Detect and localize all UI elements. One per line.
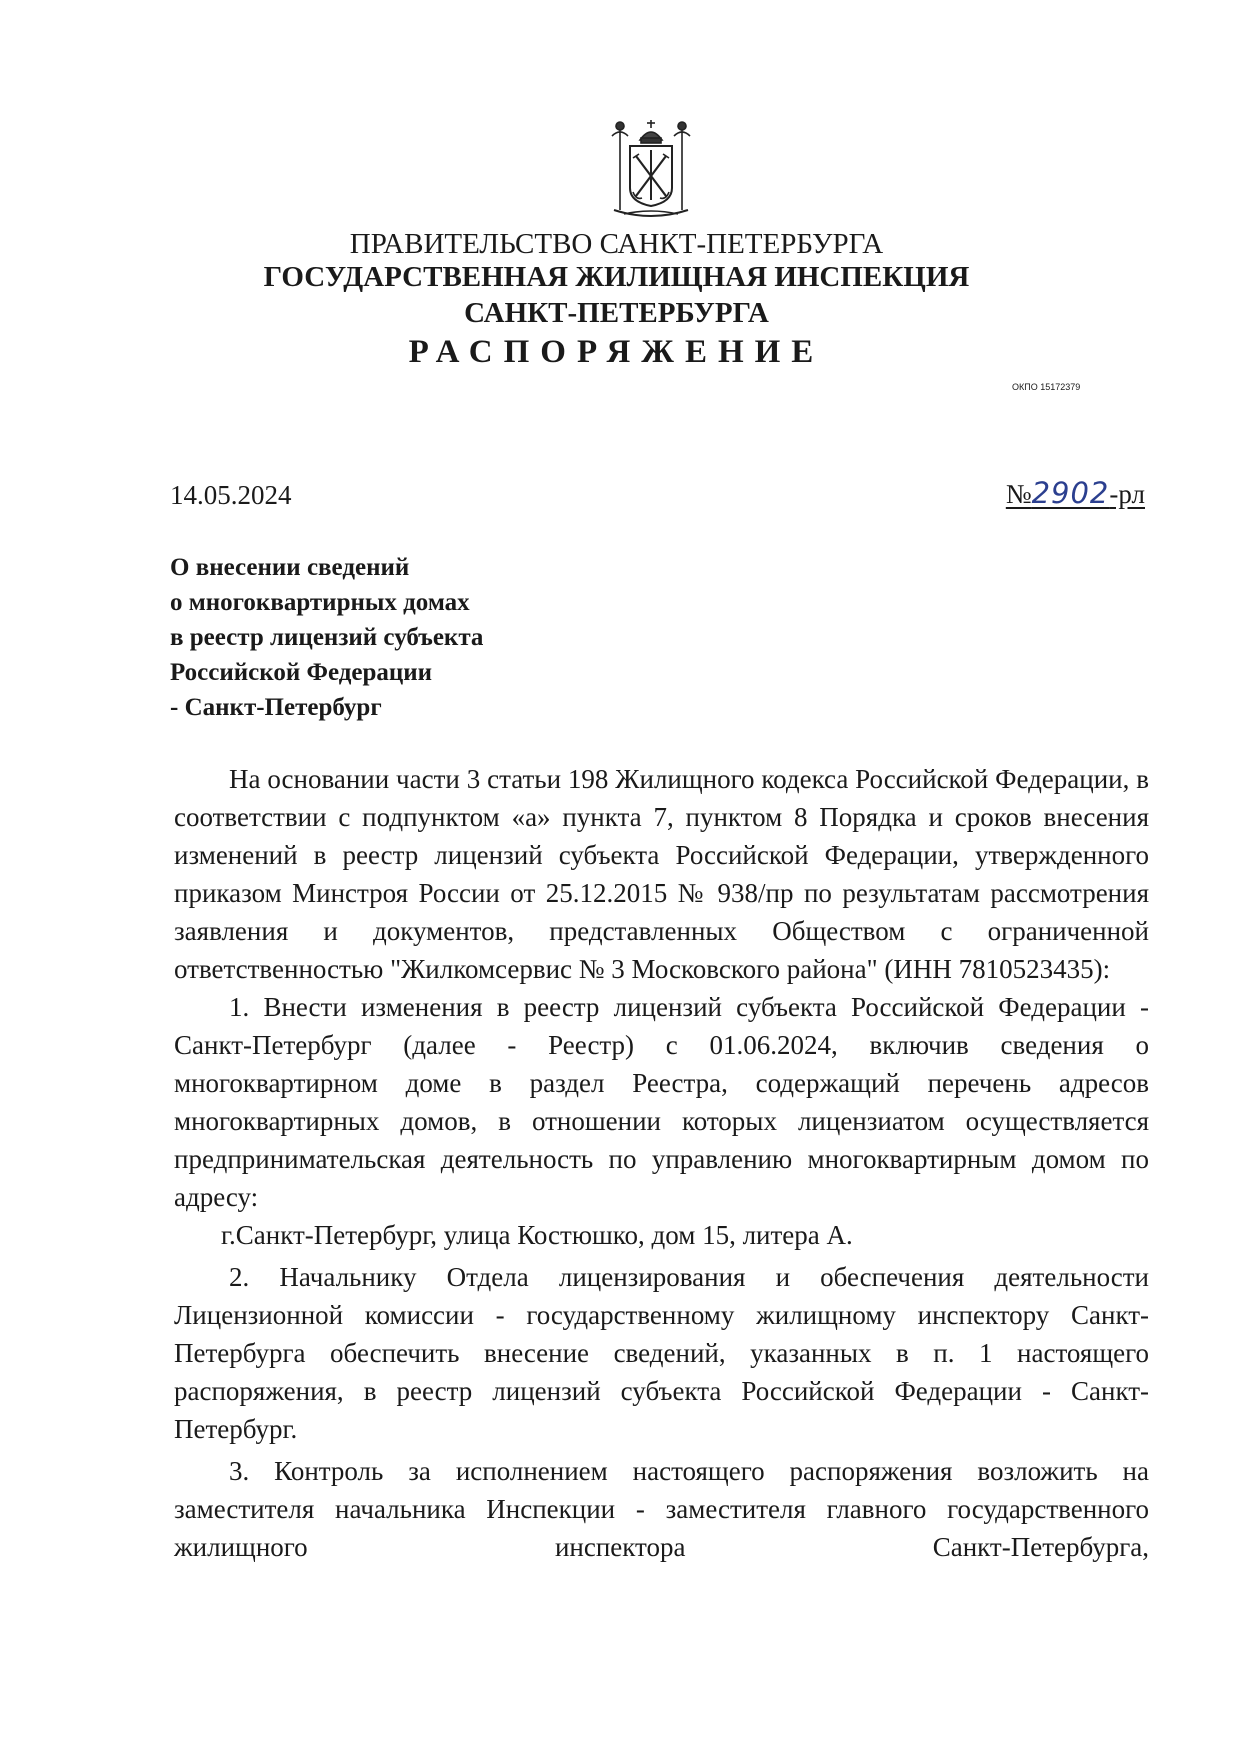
handwritten-number: 2902 — [1031, 476, 1110, 510]
address-line: г.Санкт-Петербург, улица Костюшко, дом 15, литера А. — [221, 1220, 853, 1250]
item-1-paragraph: 1. Внести изменения в реестр лицензий субъекта Российской Федерации - Санкт-Петербург (далее - Реестр) с 01.06.2024, включив сведения о многоквартирном доме в раздел Реестра, содержащий перечень адресов многоквартирных домов, в отношении которых лицензиатом осуществляется предпринимательская деятельность по управлению многоквартирным домом по адресу: — [174, 992, 1149, 1212]
subject-line: О внесении сведений — [170, 554, 410, 581]
document-number — [1006, 476, 1145, 510]
subject-line: - Санкт-Петербург — [170, 694, 382, 721]
inspection-heading: ГОСУДАРСТВЕННАЯ ЖИЛИЩНАЯ ИНСПЕКЦИЯ — [263, 261, 970, 293]
document-date: 14.05.2024 — [170, 480, 292, 510]
government-heading: ПРАВИТЕЛЬСТВО САНКТ-ПЕТЕРБУРГА — [349, 228, 884, 260]
document-body — [174, 760, 1149, 1566]
okpo-code: ОКПО 15172379 — [1012, 382, 1081, 392]
subject-line: о многоквартирных домах — [170, 589, 470, 616]
item-3-paragraph: 3. Контроль за исполнением настоящего распоряжения возложить на заместителя начальника Инспекции - заместителя главного государственного жилищного инспектора Санкт-Петербурга, — [174, 1456, 1149, 1562]
number-prefix: № — [1005, 479, 1032, 509]
subject-line: Российской Федерации — [170, 659, 433, 686]
item-2-paragraph: 2. Начальнику Отдела лицензирования и обеспечения деятельности Лицензионной комиссии - государственному жилищному инспектору Санкт-Петербурга обеспечить внесение сведений, указанных в п. 1 настоящего распоряжения, в реестр лицензий субъекта Российской Федерации - Санкт-Петербург. — [174, 1262, 1149, 1444]
city-heading: САНКТ-ПЕТЕРБУРГА — [464, 297, 769, 329]
subject-line: в реестр лицензий субъекта — [170, 624, 484, 651]
intro-paragraph: На основании части 3 статьи 198 Жилищного кодекса Российской Федерации, в соответствии с подпунктом «а» пункта 7, пунктом 8 Порядка и сроков внесения изменений в реестр лицензий субъекта Российской Федерации, утвержденного приказом Минстроя России от 25.12.2015 № 938/пр по результатам рассмотрения заявления и документов, представленных Обществом с ограниченной ответственностью "Жилкомсервис № 3 Московского района" (ИНН 7810523435): — [174, 764, 1149, 984]
document-type-heading: РАСПОРЯЖЕНИЕ — [408, 334, 825, 370]
document-subject — [170, 550, 590, 725]
number-suffix: -рл — [1109, 479, 1145, 509]
coat-of-arms-emblem — [606, 118, 696, 220]
